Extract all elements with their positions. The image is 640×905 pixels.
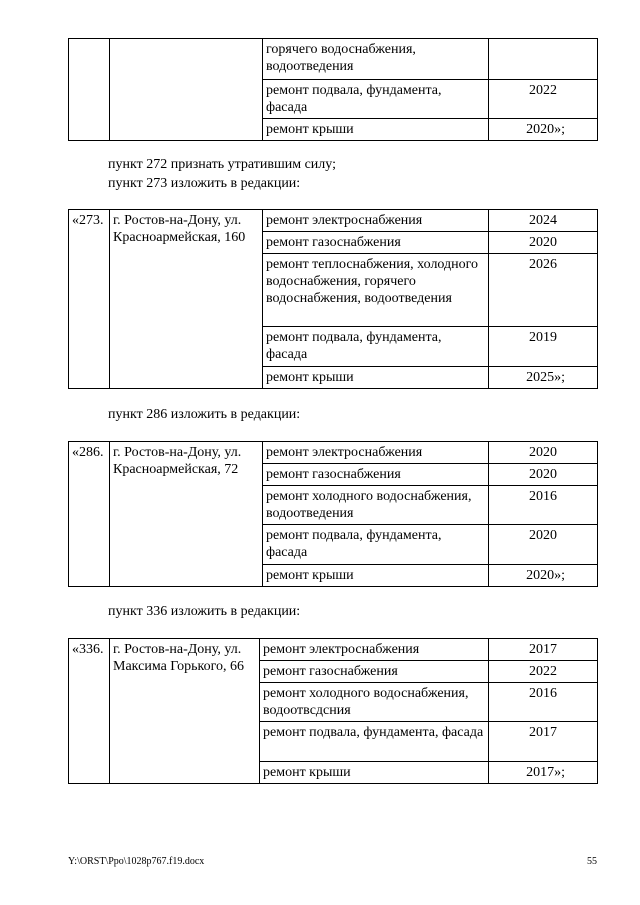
work-type: ремонт подвала, фундамента, фасада — [263, 525, 489, 565]
work-type: ремонт крыши — [263, 367, 489, 389]
address: г. Ростов-на-Дону, ул. Красноармейская, 72 — [110, 442, 263, 587]
work-year — [489, 39, 598, 80]
address: г. Ростов-на-Дону, ул. Максима Горького, 66 — [110, 639, 260, 784]
work-type: ремонт газоснабжения — [260, 661, 489, 683]
paragraph: пункт 272 признать утратившим силу; — [108, 157, 336, 172]
item-number — [69, 39, 110, 141]
work-year: 2026 — [489, 254, 598, 327]
paragraph: пункт 286 изложить в редакции: — [108, 407, 301, 422]
work-type: ремонт подвала, фундамента, фасада — [263, 80, 489, 119]
work-year: 2017 — [489, 639, 598, 661]
table-row — [69, 639, 598, 661]
work-type: ремонт газоснабжения — [263, 232, 489, 254]
work-type: ремонт холодного водоснабжения, водоотведения — [263, 486, 489, 525]
work-year: 2022 — [489, 80, 598, 119]
paragraph: пункт 336 изложить в редакции: — [108, 604, 301, 619]
item-number: «273. — [69, 210, 110, 389]
table-row — [69, 210, 598, 232]
work-year: 2020 — [489, 232, 598, 254]
address: г. Ростов-на-Дону, ул. Красноармейская, 160 — [110, 210, 263, 389]
work-type: ремонт теплоснабжения, холодного водоснабжения, горячего водоснабжения, водоотведения — [263, 254, 489, 327]
table-row — [69, 39, 598, 80]
work-year: 2024 — [489, 210, 598, 232]
work-type: ремонт крыши — [260, 762, 489, 784]
work-year: 2020 — [489, 525, 598, 565]
work-type: ремонт подвала, фундамента, фасада — [260, 722, 489, 762]
work-type: ремонт газоснабжения — [263, 464, 489, 486]
work-year: 2020»; — [489, 565, 598, 587]
work-type: ремонт электроснабжения — [260, 639, 489, 661]
work-type: ремонт крыши — [263, 119, 489, 141]
work-type: ремонт подвала, фундамента, фасада — [263, 327, 489, 367]
address — [110, 39, 263, 141]
work-type: горячего водоснабжения, водоотведения — [263, 39, 489, 80]
footer-file-path: Y:\ORST\Ppo\1028p767.f19.docx — [68, 856, 205, 867]
work-type: ремонт электроснабжения — [263, 442, 489, 464]
work-year: 2017 — [489, 722, 598, 762]
table-item-286 — [68, 441, 598, 587]
work-type: ремонт электроснабжения — [263, 210, 489, 232]
work-type: ремонт холодного водоснабжения, водоотвсдсния — [260, 683, 489, 722]
work-year: 2020 — [489, 442, 598, 464]
work-year: 2017»; — [489, 762, 598, 784]
paragraph: пункт 273 изложить в редакции: — [108, 176, 301, 191]
work-type: ремонт крыши — [263, 565, 489, 587]
work-year: 2016 — [489, 683, 598, 722]
table-row — [69, 442, 598, 464]
table-item-336 — [68, 638, 598, 784]
work-year: 2020»; — [489, 119, 598, 141]
work-year: 2019 — [489, 327, 598, 367]
page-number: 55 — [587, 856, 597, 867]
work-year: 2025»; — [489, 367, 598, 389]
item-number: «286. — [69, 442, 110, 587]
work-year: 2020 — [489, 464, 598, 486]
work-year: 2016 — [489, 486, 598, 525]
item-number: «336. — [69, 639, 110, 784]
table-item-273 — [68, 209, 598, 389]
work-year: 2022 — [489, 661, 598, 683]
table-continued — [68, 38, 598, 141]
